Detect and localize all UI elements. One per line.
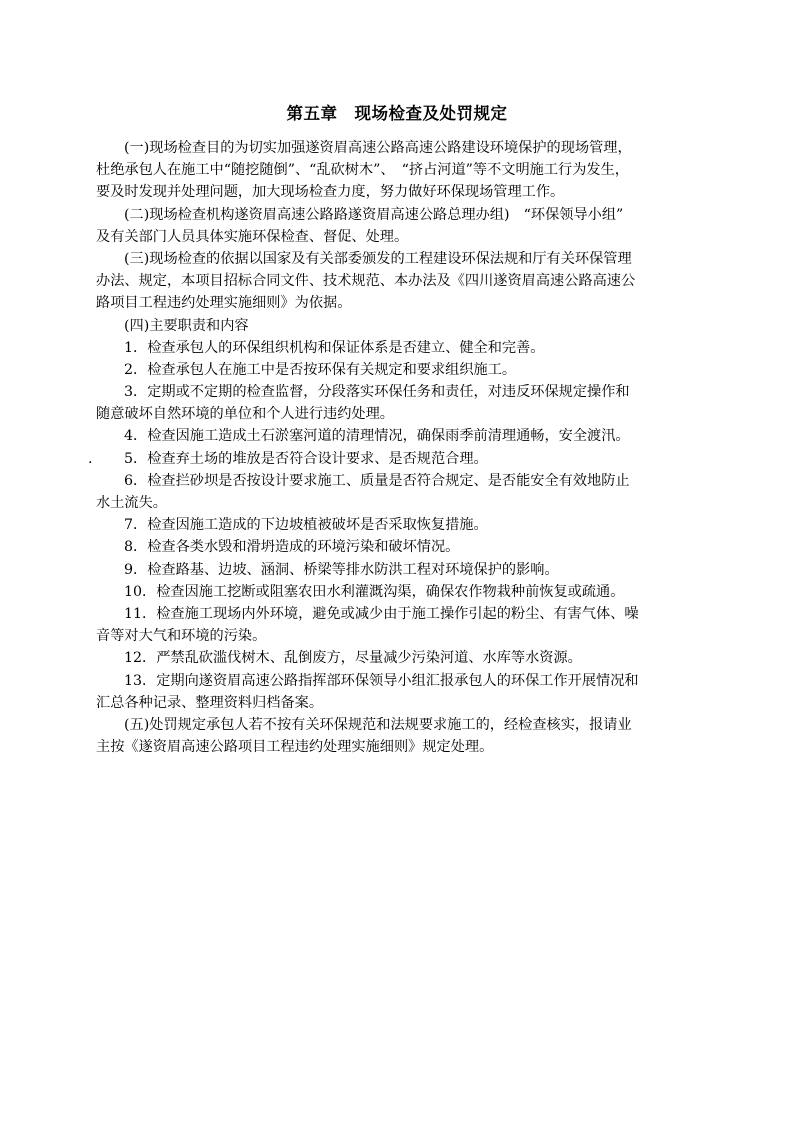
list-item-6-line-1: 6．检查拦砂坝是否按设计要求施工、质量是否符合规定、是否能安全有效地防止 (124, 472, 630, 489)
list-item-1: 1．检查承包人的环保组织机构和保证体系是否建立、健全和完善。 (124, 339, 545, 356)
list-item-9: 9．检查路基、边坡、涵洞、桥梁等排水防洪工程对环境保护的影响。 (124, 561, 559, 578)
paragraph-3-line-2: 办法、规定，本项目招标合同文件、技术规范、本办法及《四川遂资眉高速公路高速公 (96, 273, 636, 290)
list-item-5-row (88, 448, 706, 470)
paragraph-1-line-3: 要及时发现并处理问题，加大现场检查力度，努力做好环保现场管理工作。 (96, 184, 565, 201)
list-item-8: 8．检查各类水毁和滑坍造成的环境污染和破坏情况。 (124, 539, 460, 556)
list-item-10: 10．检查因施工挖断或阻塞农田水利灌溉沟渠，确保农作物栽种前恢复或疏通。 (124, 583, 625, 600)
list-item-11-line-2: 音等对大气和环境的污染。 (96, 628, 267, 645)
paragraph-5-line-1: (五)处罚规定承包人若不按有关环保规范和法规要求施工的，经检查核实，报请业 (124, 716, 632, 733)
paragraph-3-line-3: 路项目工程违约处理实施细则》为依据。 (96, 295, 352, 312)
paragraph-5-line-2: 主按《遂资眉高速公路项目工程违约处理实施细则》规定处理。 (96, 739, 494, 756)
chapter-title: 第五章 现场检查及处罚规定 (286, 104, 508, 123)
list-item-11-line-1: 11．检查施工现场内外环境，避免或减少由于施工操作引起的粉尘、有害气体、噪 (124, 605, 639, 622)
list-item-12: 12．严禁乱砍滥伐树木、乱倒废方，尽量减少污染河道、水库等水资源。 (124, 650, 582, 667)
list-item-2: 2．检查承包人在施工中是否按环保有关规定和要求组织施工。 (124, 361, 517, 378)
paragraph-1-line-1: (一)现场检查目的为切实加强遂资眉高速公路高速公路建设环境保护的现场管理， (124, 140, 632, 156)
list-item-4: 4．检查因施工造成土石淤塞河道的清理情况，确保雨季前清理通畅，安全渡汛。 (124, 428, 630, 445)
list-item-3-line-1: 3．定期或不定期的检查监督，分段落实环保任务和责任，对违反环保规定操作和 (124, 384, 630, 401)
list-item-6-line-2: 水土流失。 (96, 495, 167, 511)
paragraph-1-line-2: 杜绝承包人在施工中“随挖随倒”、“乱砍树木”、 “挤占河道”等不文明施工行为发生， (96, 162, 629, 179)
paragraph-2-line-1: (二)现场检查机构遂资眉高速公路路遂资眉高速公路总理办组) “环保领导小组” (124, 206, 624, 223)
stray-mark: . (88, 450, 93, 467)
document-body (88, 137, 706, 758)
list-item-13-line-2: 汇总各种记录、整理资料归档备案。 (96, 694, 324, 711)
list-item-3-line-2: 随意破坏自然环境的单位和个人进行违约处理。 (96, 406, 394, 423)
list-item-5: 5．检查弃土场的堆放是否符合设计要求、是否规范合理。 (124, 450, 488, 467)
list-item-13-line-1: 13．定期向遂资眉高速公路指挥部环保领导小组汇报承包人的环保工作开展情况和 (124, 672, 639, 689)
section-4-heading: (四)主要职责和内容 (124, 317, 249, 334)
paragraph-2-line-2: 及有关部门人员具体实施环保检查、督促、处理。 (96, 228, 409, 245)
paragraph-3-line-1: (三)现场检查的依据以国家及有关部委颁发的工程建设环保法规和厅有关环保管理 (124, 250, 632, 267)
list-item-7: 7．检查因施工造成的下边坡植被破坏是否采取恢复措施。 (124, 517, 488, 534)
